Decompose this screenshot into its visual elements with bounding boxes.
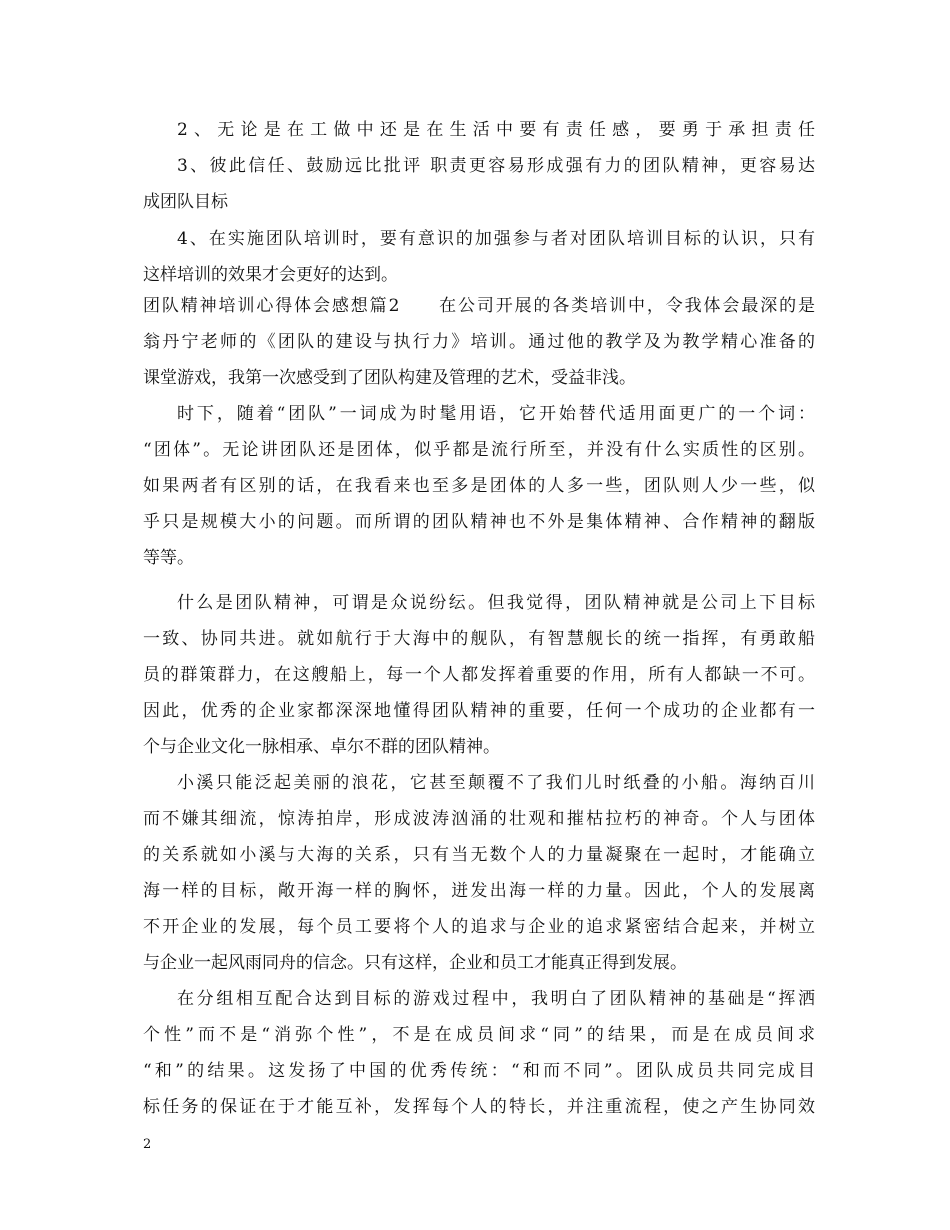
text-line: 什么是团队精神，可谓是众说纷纭。但我觉得，团队精神就是公司上下目标 <box>177 593 815 613</box>
text-line: 个与企业文化一脉相承、卓尔不群的团队精神。 <box>143 737 500 757</box>
text-line: 成团队目标 <box>143 192 228 212</box>
text-line: 在分组相互配合达到目标的游戏过程中，我明白了团队精神的基础是“挥洒 <box>177 989 815 1009</box>
text-line: 海一样的目标，敞开海一样的胸怀，迸发出海一样的力量。因此，个人的发展离 <box>143 881 815 901</box>
text-line: 4、在实施团队培训时，要有意识的加强参与者对团队培训目标的认识，只有 <box>177 229 815 249</box>
text-line: 2、无论是在工做中还是在生活中要有责任感，要勇于承担责任 <box>177 120 815 140</box>
text-line: 个性”而不是“消弥个性”，不是在成员间求“同”的结果，而是在成员间求 <box>143 1025 815 1045</box>
text-line: “团体”。无论讲团队还是团体，似乎都是流行所至，并没有什么实质性的区别。 <box>143 440 815 460</box>
text-line: 因此，优秀的企业家都深深地懂得团队精神的重要，任何一个成功的企业都有一 <box>143 701 815 721</box>
text-line: 一致、协同共进。就如航行于大海中的舰队，有智慧舰长的统一指挥，有勇敢船 <box>143 629 815 649</box>
text-line: 小溪只能泛起美丽的浪花，它甚至颠覆不了我们儿时纸叠的小船。海纳百川 <box>177 773 815 793</box>
text-line: 团队精神培训心得体会感想篇2 在公司开展的各类培训中，令我体会最深的是 <box>143 296 815 316</box>
text-line: 而不嫌其细流，惊涛拍岸，形成波涛汹涌的壮观和摧枯拉朽的神奇。个人与团体 <box>143 809 815 829</box>
text-line: 标任务的保证在于才能互补，发挥每个人的特长，并注重流程，使之产生协同效 <box>143 1097 815 1117</box>
text-line: 的关系就如小溪与大海的关系，只有当无数个人的力量凝聚在一起时，才能确立 <box>143 845 815 865</box>
text-line: 课堂游戏，我第一次感受到了团队构建及管理的艺术，受益非浅。 <box>143 368 636 388</box>
text-line: 员的群策群力，在这艘船上，每一个人都发挥着重要的作用，所有人都缺一不可。 <box>143 665 815 685</box>
text-line: 不开企业的发展，每个员工要将个人的追求与企业的追求紧密结合起来，并树立 <box>143 917 815 937</box>
text-line: 时下，随着“团队”一词成为时髦用语，它开始替代适用面更广的一个词： <box>177 404 815 424</box>
text-line: 如果两者有区别的话，在我看来也至多是团体的人多一些，团队则人少一些，似 <box>143 476 815 496</box>
text-line: 这样培训的效果才会更好的达到。 <box>143 265 398 285</box>
text-line: “和”的结果。这发扬了中国的优秀传统：“和而不同”。团队成员共同完成目 <box>143 1061 815 1081</box>
page-number: 2 <box>143 1137 152 1152</box>
text-line: 乎只是规模大小的问题。而所谓的团队精神也不外是集体精神、合作精神的翻版 <box>143 512 815 532</box>
text-line: 等等。 <box>143 548 194 568</box>
text-line: 翁丹宁老师的《团队的建设与执行力》培训。通过他的教学及为教学精心准备的 <box>143 332 815 352</box>
text-line: 3、彼此信任、鼓励远比批评 职责更容易形成强有力的团队精神，更容易达 <box>177 156 815 176</box>
text-line: 与企业一起风雨同舟的信念。只有这样，企业和员工才能真正得到发展。 <box>143 953 687 973</box>
